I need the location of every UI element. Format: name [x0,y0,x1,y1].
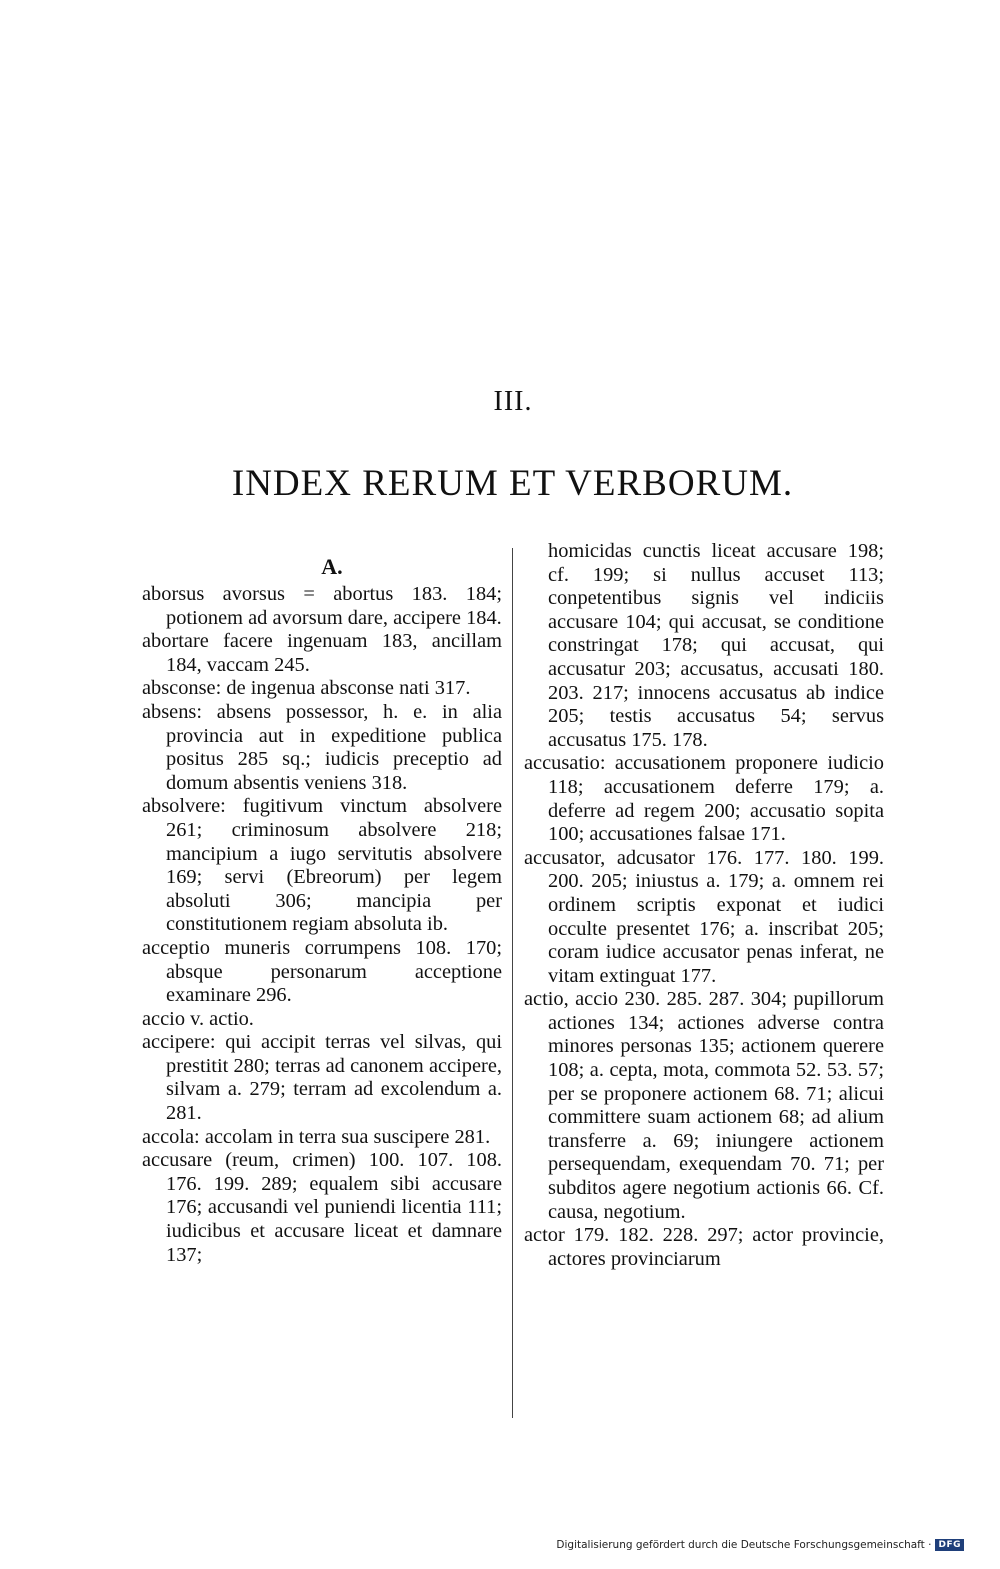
index-entry: absolvere: fugitivum vinctum absolvere 261; criminosum absolvere 218; mancipium a iugo servitutis absolvere 169; servi (Ebreorum) per legem absoluti 306; mancipia per constitutionem regiam absoluta ib. [142,795,502,936]
index-entry: absconse: de ingenua absconse nati 317. [142,677,471,700]
index-entry: aborsus avorsus = abortus 183. 184; potionem ad avorsum dare, accipere 184. [142,583,502,629]
index-entry: accipere: qui accipit terras vel silvas, qui prestitit 280; terras ad canonem accipere, silvam a. 279; terram ad excolendum a. 281. [142,1031,502,1125]
footer-text: Digitalisierung gefördert durch die Deutsche Forschungsgemeinschaft · [556,1539,932,1551]
section-number: III. [493,386,533,417]
left-column [142,548,502,1267]
index-entry: acceptio muneris corrumpens 108. 170; absque personarum acceptione examinare 296. [142,936,502,1007]
right-column [524,540,884,1271]
index-entry: accusare (reum, crimen) 100. 107. 108. 176. 199. 289; equalem sibi accusare 176; accusandi vel puniendi licentia 111; iudicibus et accusare liceat et damnare 137; [142,1149,502,1266]
index-entry: accusator, adcusator 176. 177. 180. 199. 200. 205; iniustus a. 179; a. omnem rei ordinem scriptis exponat et iudici occulte presentet 176; a. inscribat 205; coram iudice accusator penas inferat, ne vitam extinguat 177. [524,846,884,987]
index-entry: actio, accio 230. 285. 287. 304; pupillorum actiones 134; actiones adverse contra minores personas 135; actionem querere 108; a. cepta, mota, commota 52. 53. 57; per se proponere actionem 68. 71; alicui committere suam actionem 68; ad alium transferre a. 69; iniungere actionem persequendam, exequendam 70. 71; per subditos agere negotium actionis 66. Cf. causa, negotium. [524,988,884,1223]
index-entry: accola: accolam in terra sua suscipere 281. [142,1125,491,1148]
digitization-footer [556,1539,964,1551]
index-entry: absens: absens possessor, h. e. in alia provincia aut in expeditione publica positus 285 sq.; iudicis preceptio ad domum absentis veniens 318. [142,700,502,794]
index-entry: accusatio: accusationem proponere iudicio 118; accusationem deferre 179; a. deferre ad regem 200; accusatio sopita 100; accusationes falsae 171. [524,752,884,846]
index-entry: abortare facere ingenuam 183, ancillam 184, vaccam 245. [142,630,502,676]
column-divider [512,548,513,1418]
index-title: INDEX RERUM ET VERBORUM. [231,463,794,504]
index-entry: accio v. actio. [142,1007,254,1030]
dfg-logo: DFG [935,1539,964,1551]
letter-heading: A. [321,554,343,579]
index-entry: actor 179. 182. 228. 297; actor provincie, actores provinciarum [524,1224,884,1270]
index-entry-continuation: homicidas cunctis liceat accusare 198; cf. 199; si nullus accuset 113; conpetentibus signis vel indiciis accusare 104; qui accusat, se conditione constringat 178; qui accusat, qui accusatur 203; accusatus, accusati 180. 203. 217; innocens accusatus ab indice 205; testis accusatus 54; servus accusatus 175. 178. [548,540,884,751]
